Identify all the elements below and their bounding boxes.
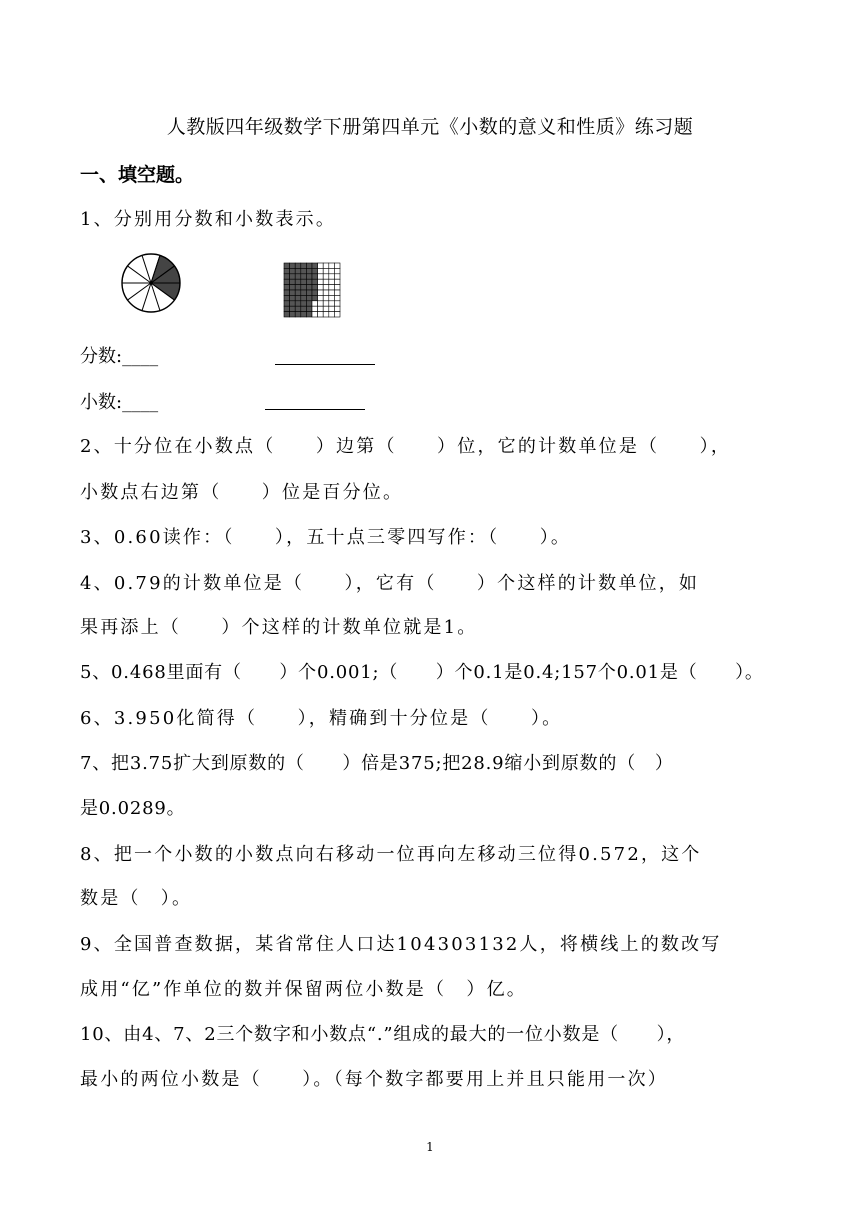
grid-cell [306,285,312,290]
grid-cell [312,274,318,279]
grid-cell [306,290,312,295]
grid-cell [290,279,296,284]
grid-cell [312,268,318,273]
grid-cell [334,306,340,311]
grid-cell [284,312,290,317]
grid-cell [290,301,296,306]
grid-cell [312,295,318,300]
fraction-answer-label: 分数:____ [80,346,159,367]
grid-cell [301,290,307,295]
grid-cell [295,295,301,300]
grid-cell [323,312,329,317]
grid-cell [323,306,329,311]
question-2-line-1: 2、十分位在小数点（ ）边第（ ）位，它的计数单位是（ ）， [80,436,732,457]
section-heading: 一、填空题。 [80,164,195,186]
grid-cell [290,285,296,290]
grid-cell [301,312,307,317]
question-8-line-1: 8、把一个小数的小数点向右移动一位再向左移动三位得0.572，这个 [80,844,702,865]
grid-cell [329,268,335,273]
grid-cell [334,279,340,284]
grid-cell [295,306,301,311]
grid-cell [284,301,290,306]
grid-cell [290,295,296,300]
question-10-line-1: 10、由4、7、2三个数字和小数点“.”组成的最大的一位小数是（ ）， [80,1024,686,1045]
grid-cell [306,301,312,306]
grid-cell [301,268,307,273]
grid-cell [329,263,335,268]
grid-cell [284,274,290,279]
grid-cell [323,285,329,290]
grid-cell [306,268,312,273]
grid-cell [306,312,312,317]
grid-cell [323,274,329,279]
grid-cell [318,263,324,268]
question-1: 1、分别用分数和小数表示。 [80,209,337,230]
question-2-line-2: 小数点右边第（ ）位是百分位。 [80,482,404,503]
grid-cell [284,295,290,300]
grid-cell [301,306,307,311]
grid-cell [306,274,312,279]
question-7-line-2: 是0.0289。 [80,798,186,819]
grid-cell [318,274,324,279]
grid-cell [312,312,318,317]
grid-cell [323,279,329,284]
grid-cell [334,290,340,295]
grid-cell [306,279,312,284]
grid-cell [301,301,307,306]
grid-cell [312,279,318,284]
grid-cell [290,306,296,311]
grid-cell [323,268,329,273]
grid-cell [318,268,324,273]
grid-cell [284,268,290,273]
grid-cell [295,268,301,273]
question-9-line-1: 9、全国普查数据，某省常住人口达104303132人，将横线上的数改写 [80,934,722,955]
grid-cell [312,306,318,311]
grid-cell [334,274,340,279]
question-8-line-2: 数是（ ）。 [80,888,193,909]
question-6: 6、3.950化简得（ ），精确到十分位是（ ）。 [80,708,563,729]
decimal-answer-blank[interactable] [265,409,365,410]
question-4-line-2: 果再添上（ ）个这样的计数单位就是1。 [80,617,478,638]
grid-cell [295,279,301,284]
grid-cell [290,268,296,273]
grid-cell [295,263,301,268]
grid-cell [323,290,329,295]
grid-cell [284,263,290,268]
grid-cell [284,290,290,295]
grid-cell [318,279,324,284]
grid-cell [329,290,335,295]
grid-cell [306,306,312,311]
grid-cell [312,263,318,268]
grid-cell [334,301,340,306]
grid-cell [295,301,301,306]
grid-cell [334,268,340,273]
grid-cell [323,295,329,300]
grid-cell [301,274,307,279]
pie-fraction-figure [120,252,182,314]
page-title: 人教版四年级数学下册第四单元《小数的意义和性质》练习题 [166,116,694,138]
grid-cell [301,279,307,284]
grid-cell [284,306,290,311]
grid-cell [295,290,301,295]
page-number: 1 [426,1140,434,1154]
grid-cell [334,263,340,268]
grid-cell [334,312,340,317]
grid-cell [295,285,301,290]
grid-cell [284,279,290,284]
grid-cell [306,263,312,268]
grid-cell [290,312,296,317]
grid-cell [301,285,307,290]
grid-cell [334,295,340,300]
grid-cell [329,312,335,317]
grid-cell [295,312,301,317]
grid-cell [318,301,324,306]
grid-cell [284,285,290,290]
question-10-line-2: 最小的两位小数是（ ）。（每个数字都要用上并且只能用一次） [80,1069,668,1090]
grid-cell [312,301,318,306]
grid-cell [329,285,335,290]
grid-cell [290,274,296,279]
question-3: 3、0.60读作：（ ），五十点三零四写作：（ ）。 [80,527,572,548]
question-7-line-1: 7、把3.75扩大到原数的（ ）倍是375;把28.9缩小到原数的（ ） [80,753,674,774]
grid-cell [312,285,318,290]
grid-cell [301,263,307,268]
grid-cell [334,285,340,290]
grid-cell [323,301,329,306]
fraction-answer-blank[interactable] [275,364,375,365]
grid-cell [306,295,312,300]
grid-cell [312,290,318,295]
grid-cell [329,306,335,311]
grid-cell [318,295,324,300]
grid-cell [329,301,335,306]
hundred-grid-figure [283,262,341,318]
grid-cell [318,290,324,295]
grid-cell [318,312,324,317]
grid-cell [290,263,296,268]
grid-cell [301,295,307,300]
grid-cell [290,290,296,295]
grid-cell [318,306,324,311]
grid-cell [329,274,335,279]
grid-cell [329,295,335,300]
question-4-line-1: 4、0.79的计数单位是（ ），它有（ ）个这样的计数单位，如 [80,573,700,594]
grid-cell [318,285,324,290]
question-9-line-2: 成用“亿”作单位的数并保留两位小数是（ ）亿。 [80,979,528,1000]
grid-cell [323,263,329,268]
decimal-answer-label: 小数:____ [80,392,159,413]
grid-cell [295,274,301,279]
question-5: 5、0.468里面有（ ）个0.001;（ ）个0.1是0.4;157个0.01是（ ）。 [80,662,764,683]
grid-cell [329,279,335,284]
